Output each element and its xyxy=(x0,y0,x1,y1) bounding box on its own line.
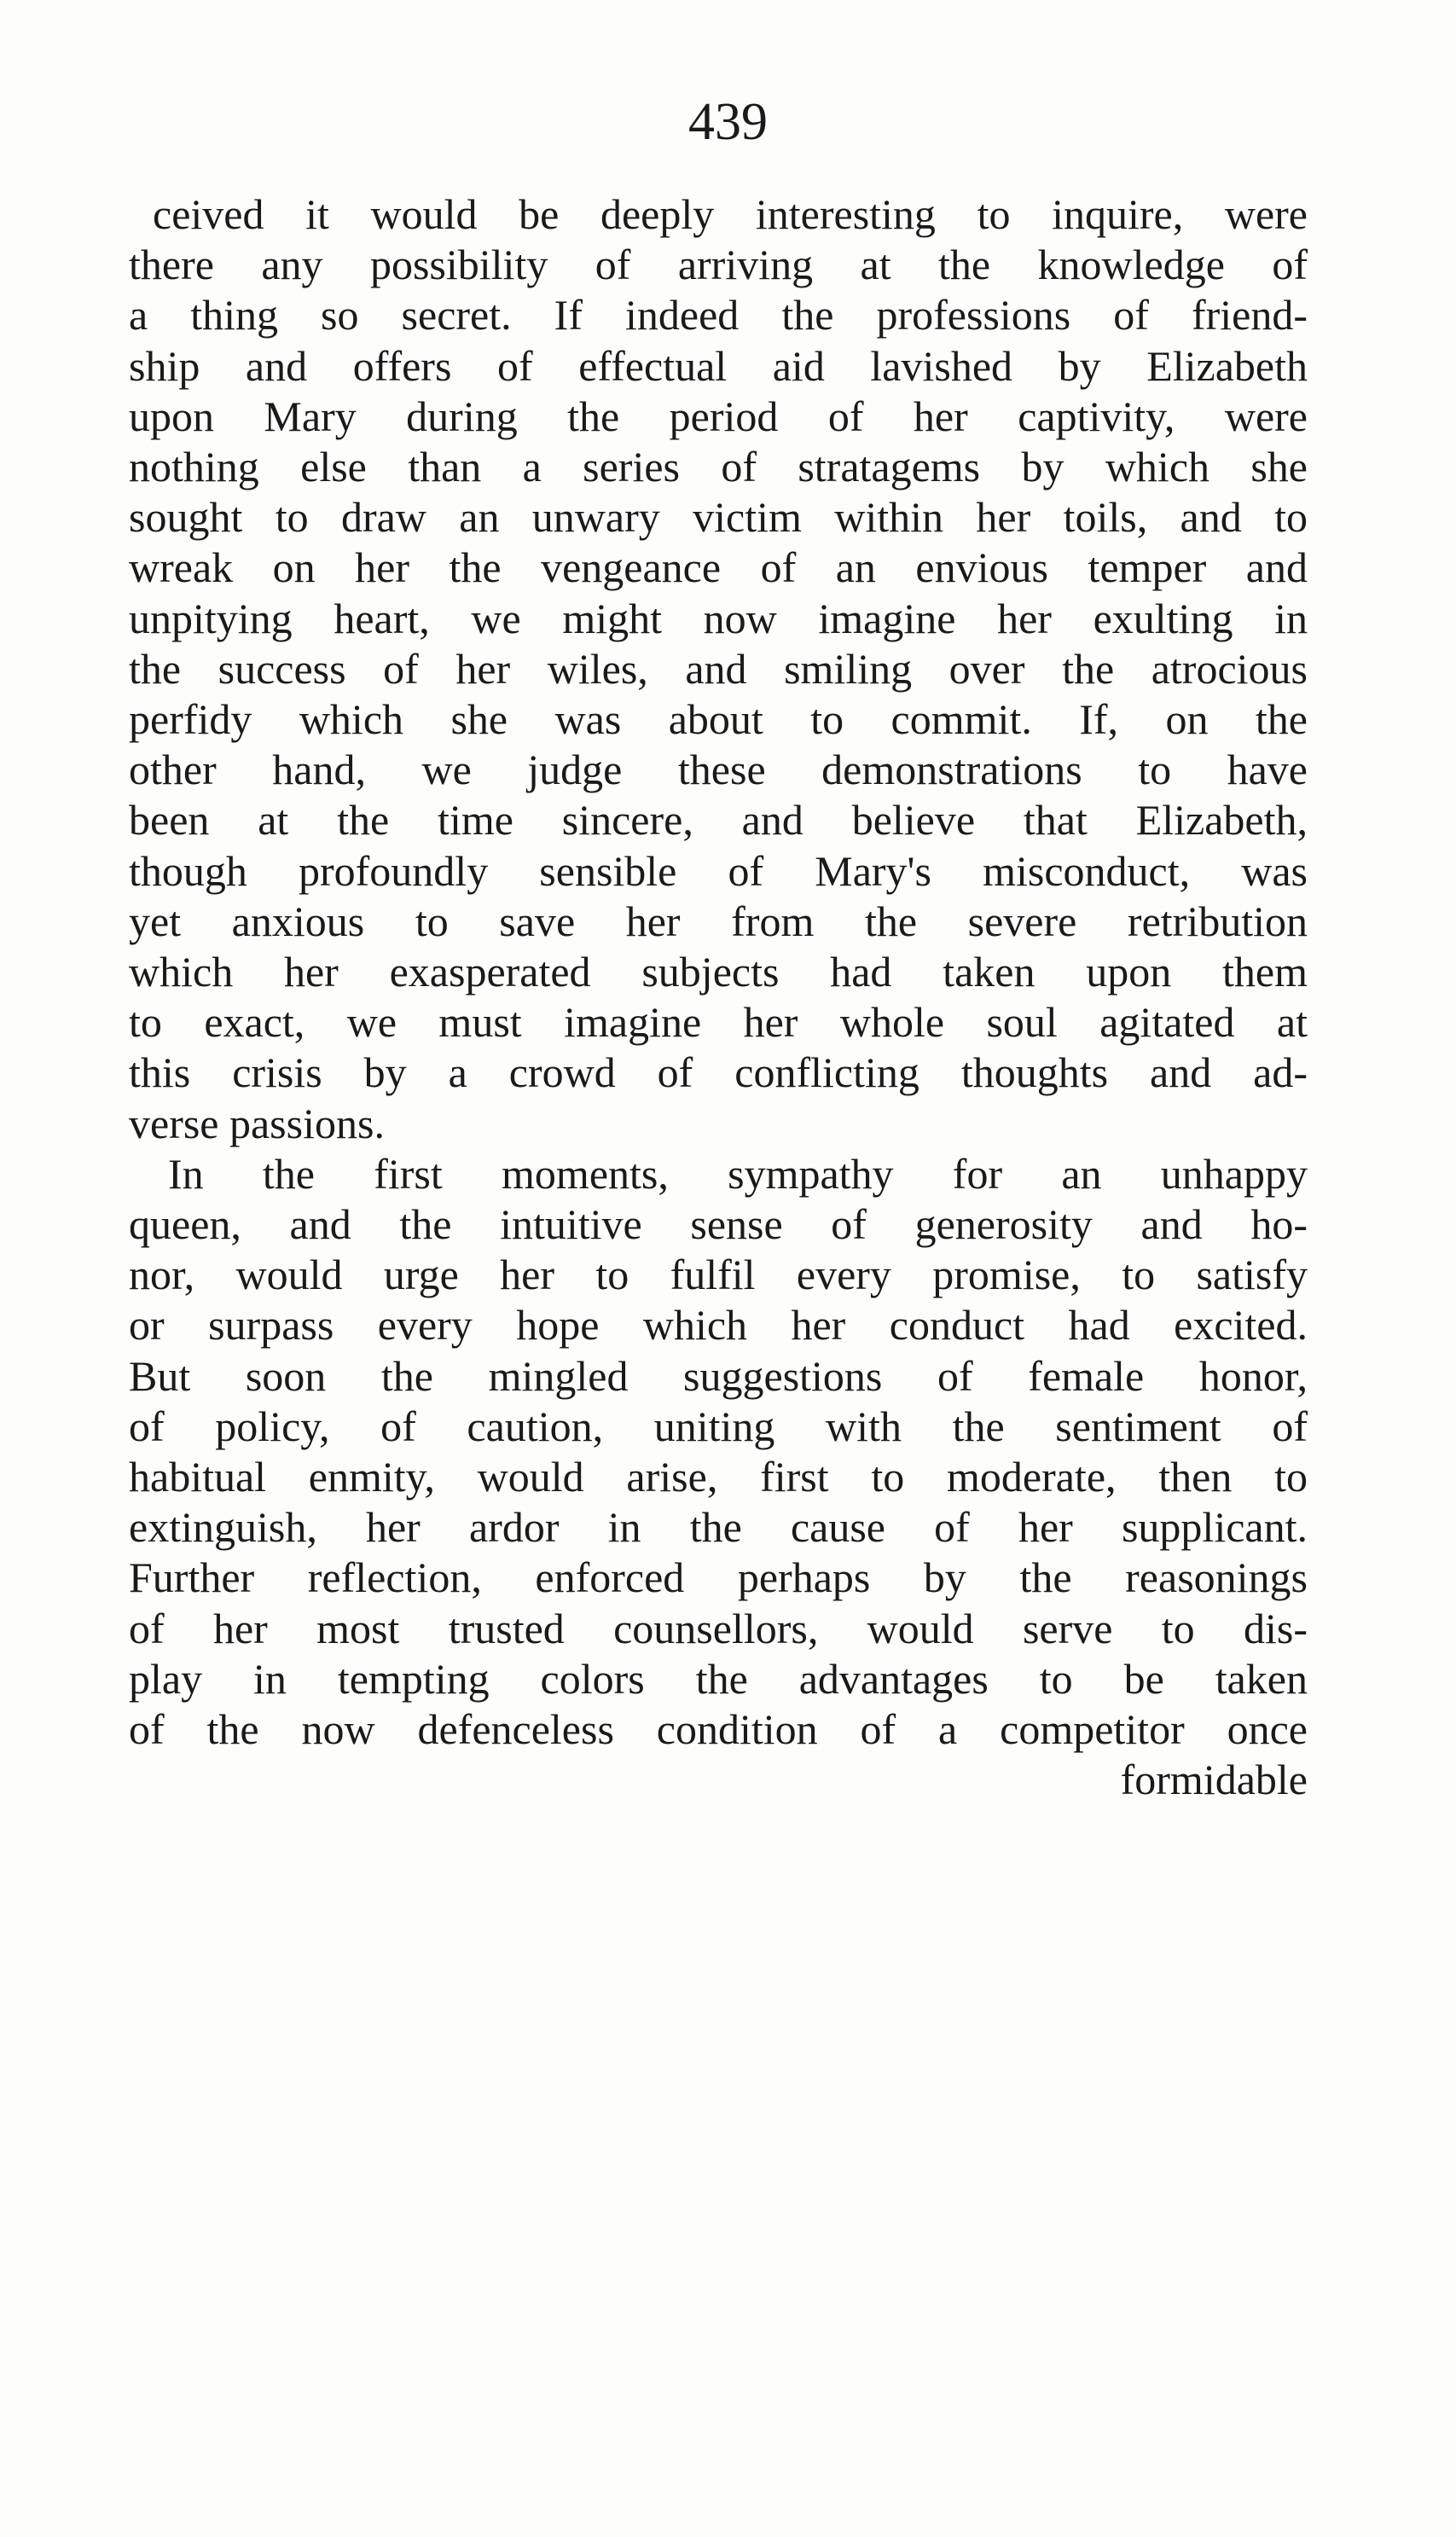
text-line: verse passions. xyxy=(129,1099,385,1147)
text-line: habitual enmity, would arise, first to moderate, then to xyxy=(129,1453,1308,1501)
text-line: unpitying heart, we might now imagine her exulting in xyxy=(129,594,1308,642)
text-line: upon Mary during the period of her captivity, were xyxy=(129,392,1308,440)
text-line: been at the time sincere, and believe that Elizabeth, xyxy=(129,796,1308,845)
text-line: In the first moments, sympathy for an unhappy xyxy=(168,1149,1308,1198)
text-line: of her most trusted counsellors, would serve to dis- xyxy=(129,1604,1308,1652)
text-line: wreak on her the vengeance of an envious temper and xyxy=(129,543,1308,592)
text-line: ceived it would be deeply interesting to inquire, were xyxy=(153,190,1308,238)
text-line: yet anxious to save her from the severe retribution xyxy=(129,897,1308,945)
text-line: a thing so secret. If indeed the professions of friend- xyxy=(129,291,1308,340)
text-line: though profoundly sensible of Mary's misconduct, was xyxy=(129,846,1308,895)
text-line: which her exasperated subjects had taken upon them xyxy=(129,948,1308,996)
text-line: But soon the mingled suggestions of female honor, xyxy=(129,1351,1308,1400)
text-line: nothing else than a series of stratagems by which she xyxy=(129,443,1308,491)
text-line: there any possibility of arriving at the knowledge of xyxy=(129,241,1308,289)
text-line: this crisis by a crowd of conflicting thoughts and ad- xyxy=(129,1048,1308,1097)
text-line: the success of her wiles, and smiling over the atrocious xyxy=(129,644,1308,693)
text-line: formidable xyxy=(1120,1756,1308,1804)
text-line: ship and offers of effectual aid lavished by Elizabeth xyxy=(129,341,1308,390)
text-line: sought to draw an unwary victim within her toils, and to xyxy=(129,493,1308,542)
text-line: perfidy which she was about to commit. If, on the xyxy=(129,695,1308,743)
text-line: Further reflection, enforced perhaps by the reasonings xyxy=(129,1553,1308,1602)
text-line: or surpass every hope which her conduct had excited. xyxy=(129,1301,1308,1350)
text-line: of the now defenceless condition of a competitor once xyxy=(129,1705,1308,1753)
text-line: to exact, we must imagine her whole soul agitated at xyxy=(129,998,1308,1047)
text-line: queen, and the intuitive sense of generosity and ho- xyxy=(129,1200,1308,1248)
text-line: of policy, of caution, uniting with the sentiment of xyxy=(129,1402,1308,1450)
text-line: play in tempting colors the advantages to be taken xyxy=(129,1654,1308,1703)
text-line: other hand, we judge these demonstrations to have xyxy=(129,746,1308,794)
text-line: extinguish, her ardor in the cause of her supplicant. xyxy=(129,1503,1308,1552)
text-line: nor, would urge her to fulfil every promise, to satisfy xyxy=(129,1251,1308,1299)
page-number: 439 xyxy=(688,93,768,151)
